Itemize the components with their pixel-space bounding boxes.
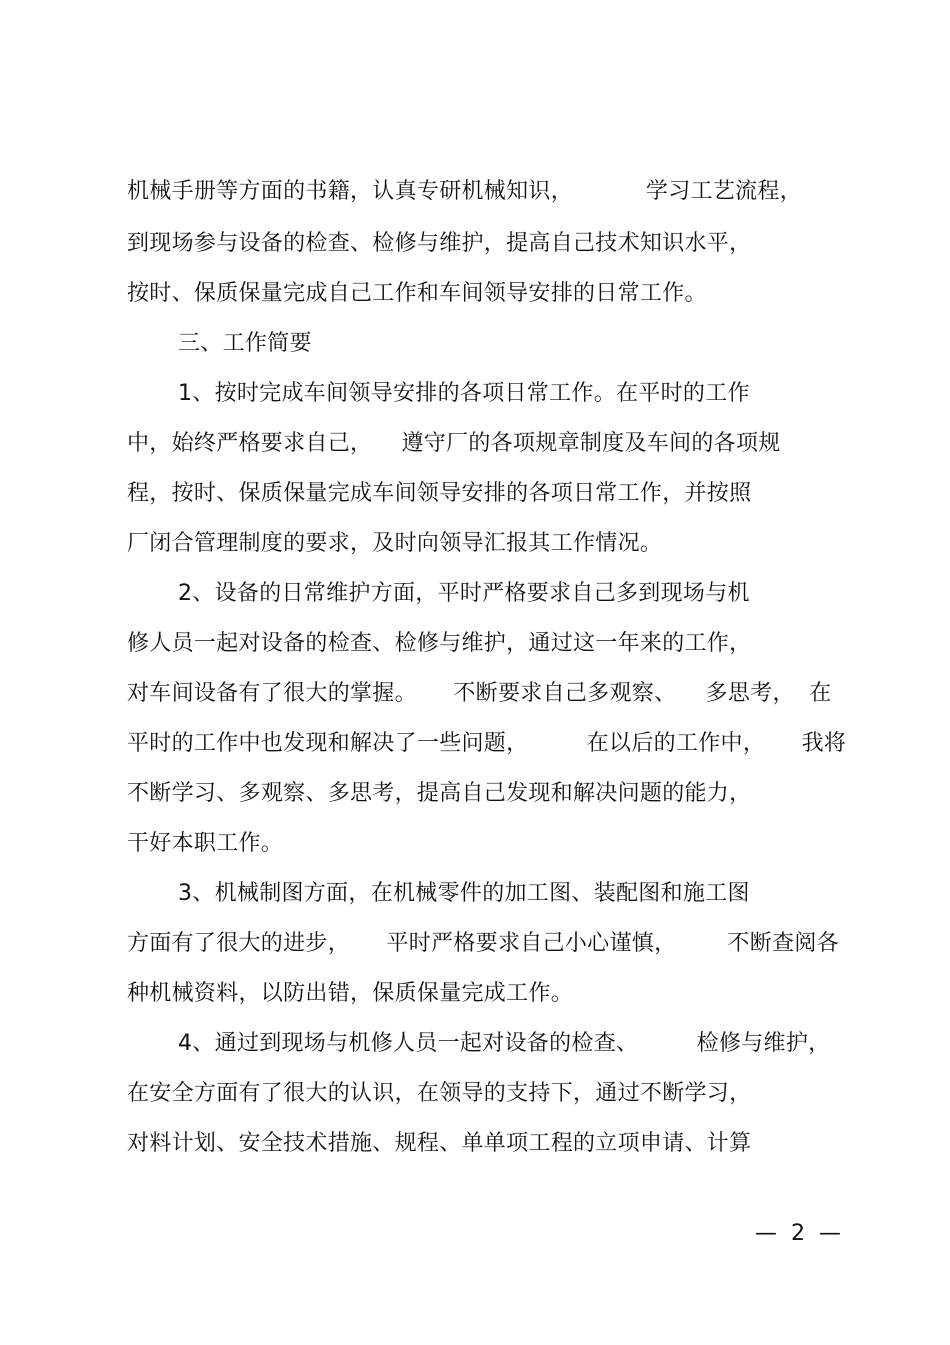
item-4-line-3: 对料计划、安全技术措施、规程、单单项工程的立项申请、计算 [127, 1131, 752, 1156]
item-2-line-2: 修人员一起对设备的检查、检修与维护，通过这一年来的工作， [127, 631, 752, 656]
section-heading: 三、工作简要 [178, 331, 312, 356]
item-2-line-5: 不断学习、多观察、多思考，提高自己发现和解决问题的能力， [127, 781, 752, 806]
item-1-line-1: 1、按时完成车间领导安排的各项日常工作。在平时的工作 [178, 381, 750, 406]
item-2-line-4: 平时的工作中也发现和解决了一些问题， 在以后的工作中， 我将 [127, 731, 847, 756]
item-3-line-3: 种机械资料，以防出错，保质保量完成工作。 [127, 981, 574, 1006]
item-4-line-2: 在安全方面有了很大的认识，在领导的支持下，通过不断学习， [127, 1081, 752, 1106]
body-line-2: 到现场参与设备的检查、检修与维护，提高自己技术知识水平， [127, 231, 752, 256]
body-line-3: 按时、保质保量完成自己工作和车间领导安排的日常工作。 [127, 281, 707, 306]
item-2-line-3: 对车间设备有了很大的掌握。 不断要求自己多观察、 多思考， 在 [127, 681, 832, 706]
item-1-line-2: 中，始终严格要求自己， 遵守厂的各项规章制度及车间的各项规 [127, 431, 781, 456]
item-1-line-3: 程，按时、保质保量完成车间领导安排的各项日常工作，并按照 [127, 481, 752, 506]
item-3-line-1: 3、机械制图方面，在机械零件的加工图、装配图和施工图 [178, 881, 750, 906]
page-number: — 2 — [755, 1221, 841, 1246]
item-2-line-1: 2、设备的日常维护方面，平时严格要求自己多到现场与机 [178, 581, 750, 606]
item-3-line-2: 方面有了很大的进步， 平时严格要求自己小心谨慎， 不断查阅各 [127, 931, 839, 956]
item-1-line-4: 厂闭合管理制度的要求，及时向领导汇报其工作情况。 [127, 531, 663, 556]
body-line-1: 机械手册等方面的书籍，认真专研机械知识， 学习工艺流程， [127, 179, 803, 204]
item-4-line-1: 4、通过到现场与机修人员一起对设备的检查、 检修与维护， [178, 1031, 831, 1056]
item-2-line-6: 干好本职工作。 [127, 831, 284, 856]
